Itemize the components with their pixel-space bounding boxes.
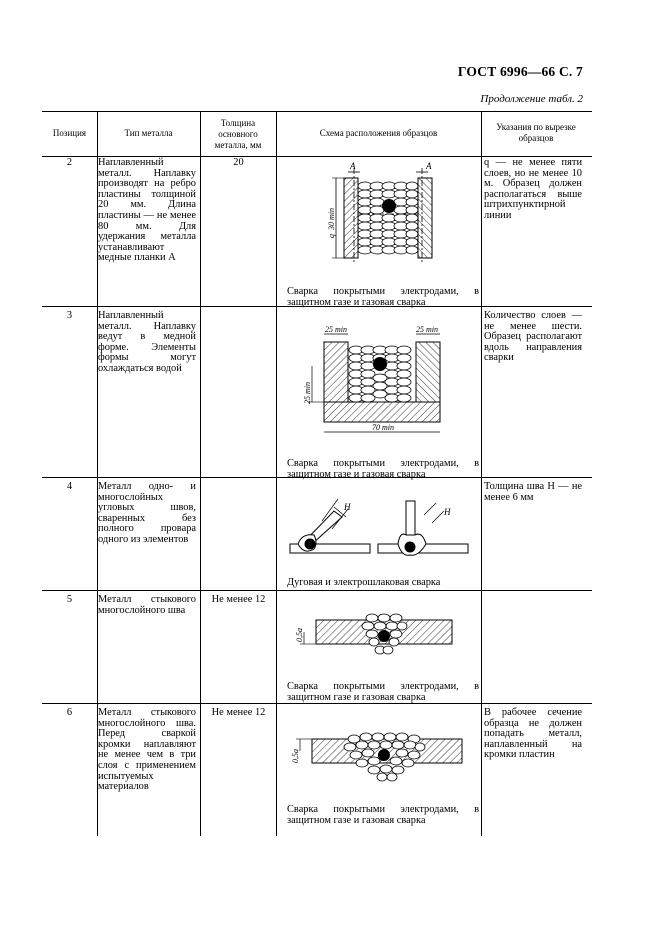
table-continuation-label: Продолжение табл. 2 [480,93,583,105]
column-divider [481,111,482,836]
column-header-thickness: Толщина основного металла, мм [214,118,262,150]
copper-plate-left [344,178,358,258]
dimension-label: q [327,234,336,238]
column-header-metal-type: Тип металла [124,128,173,138]
dimension-label: 25 min [416,325,438,334]
row-instructions: q — не менее пяти слоев, но не менее 10 м. Образец должен располагаться выше штрихпунктирной линии [484,157,582,221]
row-position: 4 [66,481,73,492]
table-top-rule [42,111,592,112]
label-a: A [350,161,356,171]
dimension-label: 70 min [372,423,394,432]
row-position: 6 [66,707,73,718]
fillet-joint-right [378,501,468,555]
specimen-marker [373,357,387,371]
scheme-drawing [276,306,481,477]
dimension-label: 25 min [303,382,312,404]
row-thickness: Не менее 12 [211,594,266,605]
row-thickness: Не менее 12 [211,707,266,718]
scheme-drawing [276,477,481,590]
specimen-marker [378,630,390,642]
column-header-instructions: Указания по вырезке образцов [496,122,576,143]
row-metal-type: Наплавленный металл. Наплавку производят на ребро пластины толщиной 20 мм. Длина пластины — не менее 80 мм. Для удержания металла устанавливают медные планки А [98,157,196,264]
specimen-marker [305,539,316,550]
dimension-label: 25 min [325,325,347,334]
row-metal-type: Металл стыкового многослойного шва [98,594,196,616]
row-metal-type: Металл одно- и многослойных угловых швов, сваренных без полного провара одного из элементов [98,481,196,545]
weld-beads [358,182,418,254]
dimension-label: 30 min [327,208,336,230]
column-header-scheme: Схема расположения образцов [319,128,438,138]
row-instructions: Количество слоев — не менее шести. Образец располагают вдоль направления сварки [484,310,582,364]
row-position: 5 [66,594,73,605]
specimen-marker [405,542,416,553]
scheme-caption: Сварка покрытыми электродами, в защитном газе и газовая сварка [287,458,479,480]
scheme-drawing [276,590,481,703]
scheme-drawing [276,703,481,803]
row-instructions: Толщина шва H — не менее 6 мм [484,481,582,503]
scheme-drawing [276,156,481,306]
butt-joint-with-buttering [291,733,462,781]
dimension-label: 0,5a [295,628,304,642]
dimension-label: 0,5a [291,749,300,763]
specimen-marker [382,199,396,213]
column-header-position: Позиция [52,128,87,138]
fillet-joint-left [290,499,370,553]
row-metal-type: Наплавленный металл. Наплавку ведут в медной форме. Элементы формы могут охлаждаться водой [98,310,196,374]
row-position: 3 [66,310,73,321]
page-header: ГОСТ 6996—66 С. 7 [457,64,583,79]
scheme-caption: Дуговая и электрошлаковая сварка [287,577,441,588]
specimen-marker [378,749,390,761]
scheme-caption: Сварка покрытыми электродами, в защитном газе и газовая сварка [287,286,479,308]
column-divider [200,111,201,836]
dimension-label: H [344,502,351,512]
row-instructions: В рабочее сечение образца не должен попадать металл, наплавленный на кромки пластин [484,707,582,761]
row-metal-type: Металл стыкового многослойного шва. Перед сваркой кромки наплавляют не менее чем в три слоя с применением испытуемых материалов [98,707,196,793]
row-position: 2 [66,157,73,168]
dimension-label: H [444,507,451,517]
copper-plate-right [418,178,432,258]
label-a: A [426,161,432,171]
weld-beads [349,346,411,402]
row-thickness: 20 [233,157,244,168]
scheme-caption: Сварка покрытыми электродами, в защитном газе и газовая сварка [287,804,479,826]
butt-joint [295,614,452,654]
scheme-caption: Сварка покрытыми электродами, в защитном газе и газовая сварка [287,681,479,703]
